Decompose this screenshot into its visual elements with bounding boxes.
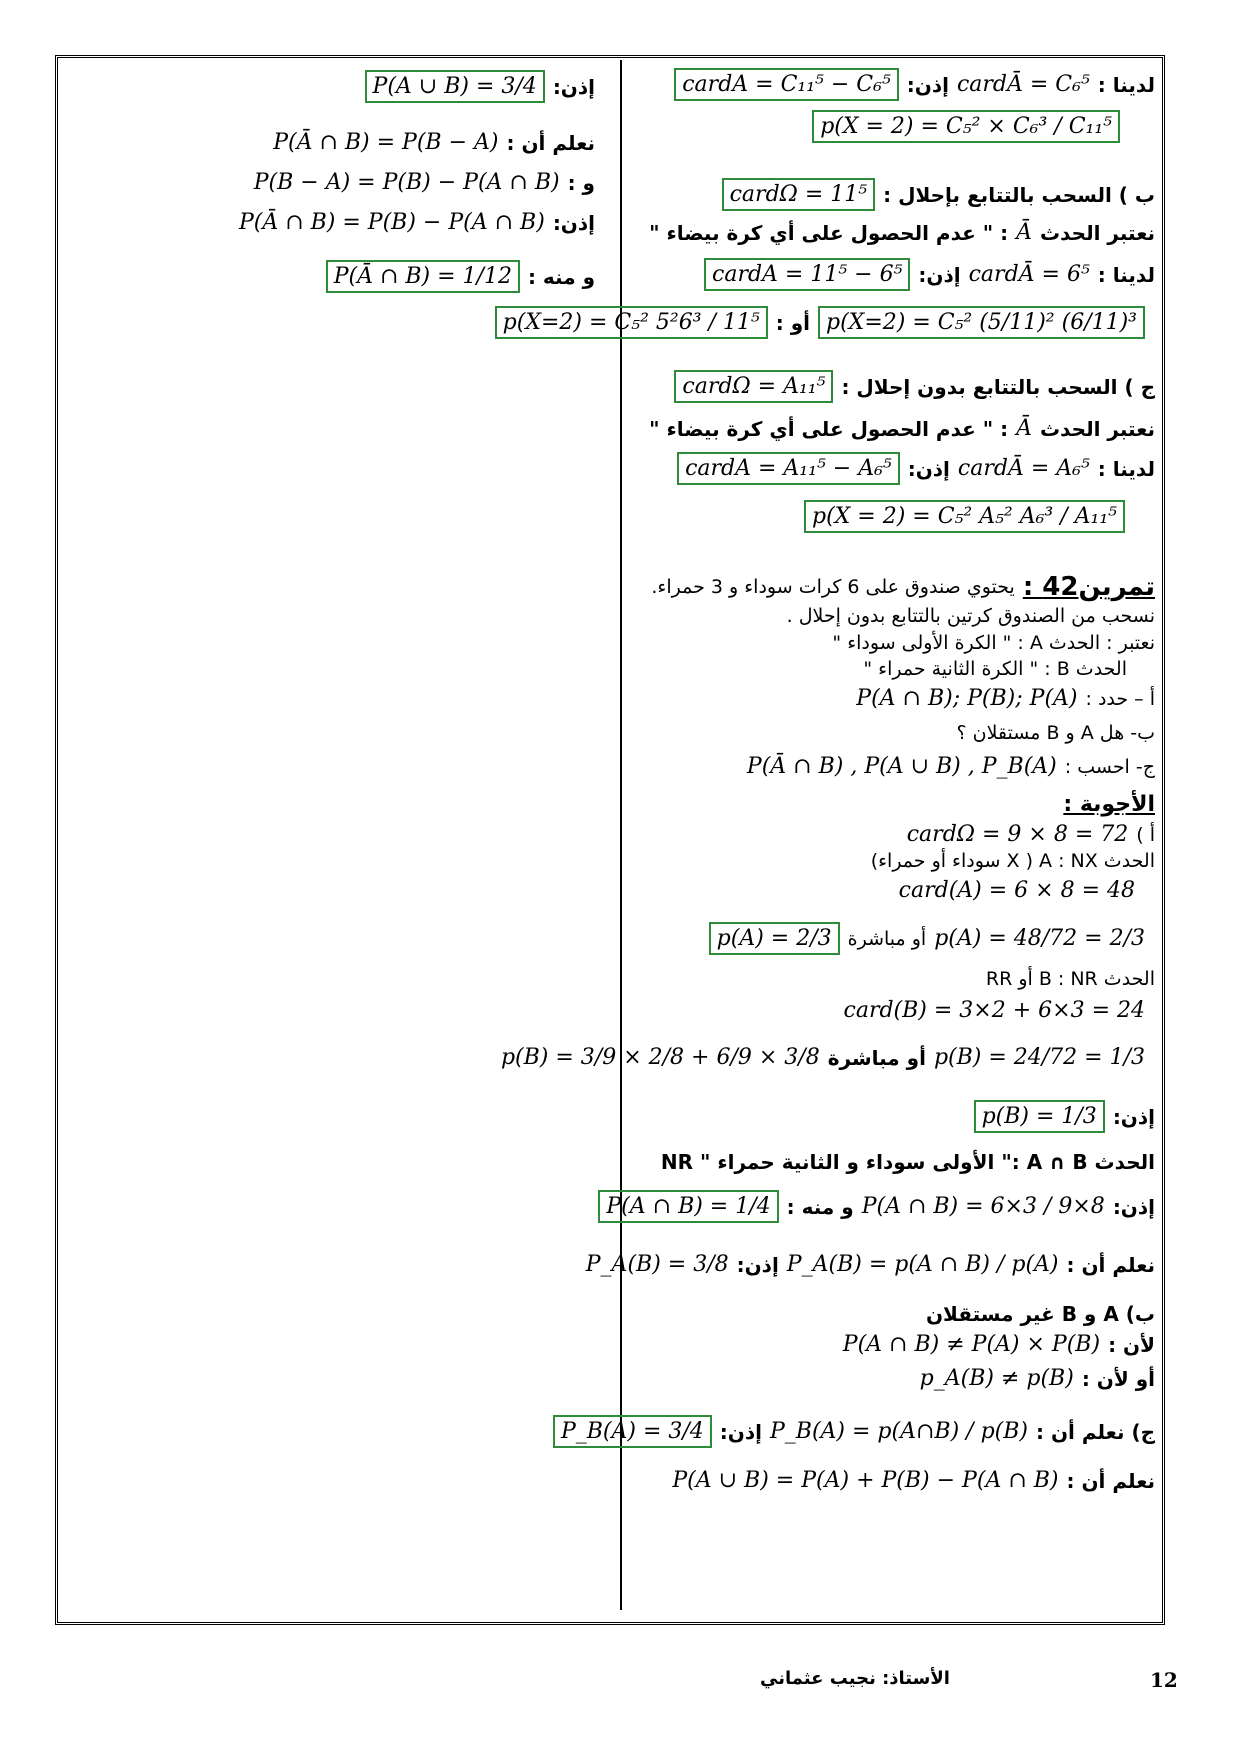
right-line-8 (649, 416, 1155, 441)
left-line-2 (273, 130, 595, 155)
math-boxed: cardA = 11⁵ − 6⁵ (704, 258, 910, 291)
label: ج ) السحب بالتتابع بدون إحلال : (841, 374, 1155, 399)
answer-line-11 (586, 1252, 1155, 1277)
label: و منه : (527, 264, 595, 289)
label: أو لأن : (1081, 1366, 1155, 1391)
label: إذن: (552, 74, 595, 99)
answers-title-line (1063, 792, 1155, 817)
right-column (500, 60, 1155, 1610)
left-line-1 (365, 70, 595, 103)
math-boxed: p(A) = 2/3 (709, 922, 840, 955)
label: و منه : (786, 1194, 854, 1219)
math-boxed: cardA = C₁₁⁵ − C₆⁵ (674, 68, 899, 101)
left-line-4 (239, 210, 595, 235)
label: ب) A و B غير مستقلان (925, 1302, 1155, 1326)
math-boxed: p(X = 2) = C₅² × C₆³ / C₁₁⁵ (812, 110, 1120, 143)
label: نعلم أن : (506, 130, 595, 155)
math-boxed: p(X = 2) = C₅² A₅² A₆³ / A₁₁⁵ (804, 500, 1125, 533)
event-a: نعتبر : الحدث A : " الكرة الأولى سوداء " (832, 632, 1155, 654)
exercise-line-6 (957, 722, 1155, 744)
math: card(B) = 3×2 + 6×3 = 24 (843, 998, 1145, 1023)
math: p(A) = 48/72 = 2/3 (934, 926, 1145, 951)
right-line-2 (812, 110, 1120, 143)
right-line-4 (649, 220, 1155, 245)
math: p(B) = 24/72 = 1/3 (933, 1045, 1145, 1070)
label: لأن : (1108, 1332, 1155, 1357)
exercise-title: تمرين42 : (1022, 572, 1155, 602)
label: إذن: (552, 210, 595, 235)
right-line-3 (722, 178, 1155, 211)
answer-line-8 (974, 1100, 1155, 1133)
label: ج) نعلم أن : (1035, 1419, 1155, 1444)
left-line-3 (254, 170, 595, 195)
label: الحدث A : NX ( X سوداء أو حمراء) (870, 850, 1155, 872)
left-column (65, 60, 615, 460)
answer-line-4 (709, 922, 1145, 955)
math-boxed: P_B(A) = 3/4 (553, 1415, 712, 1448)
label: إذن: (719, 1419, 762, 1444)
question-c-math: P(Ā ∩ B) , P(A ∪ B) , P_B(A) (746, 754, 1057, 779)
math-boxed: p(B) = 1/3 (974, 1100, 1105, 1133)
math: Ā (1016, 416, 1033, 441)
label: ب ) السحب بالتتابع بإحلال : (883, 182, 1155, 207)
math: P(Ā ∩ B) = P(B − A) (273, 130, 499, 155)
label: إذن: (1112, 1194, 1155, 1219)
exercise-line-2 (787, 605, 1155, 627)
label: و : (567, 170, 595, 195)
math-boxed: cardA = A₁₁⁵ − A₆⁵ (677, 452, 900, 485)
answer-line-16 (672, 1468, 1155, 1493)
math: P(A ∩ B) ≠ P(A) × P(B) (842, 1332, 1101, 1357)
math-boxed: p(X=2) = C₅² (5/11)² (6/11)³ (818, 306, 1145, 339)
math: P(A ∪ B) = P(A) + P(B) − P(A ∩ B) (672, 1468, 1059, 1493)
math: cardĀ = 6⁵ (968, 262, 1090, 287)
math: P_A(B) = p(A ∩ B) / p(A) (786, 1252, 1059, 1277)
answer-line-13 (843, 1332, 1155, 1357)
answer-line-5 (986, 968, 1155, 990)
label: أو : (775, 310, 810, 335)
label: لدينا : (1097, 262, 1155, 287)
label: إذن: (918, 262, 961, 287)
label: : " عدم الحصول على أي كرة بيضاء " (649, 220, 1009, 245)
label: : " عدم الحصول على أي كرة بيضاء " (649, 416, 1009, 441)
answer-line-14 (920, 1366, 1155, 1391)
right-line-10 (804, 500, 1125, 533)
question-c-label: ج- احسب : (1064, 755, 1155, 778)
label: الحدث B : NR أو RR (985, 968, 1155, 990)
label: نعلم أن : (1066, 1252, 1155, 1277)
label: لدينا : (1097, 72, 1155, 97)
exercise-line-7 (747, 754, 1155, 779)
label: أو مباشرة (827, 1045, 926, 1070)
answer-line-9 (661, 1150, 1155, 1174)
event-b: الحدث B : " الكرة الثانية حمراء " (863, 658, 1127, 680)
right-line-6 (495, 306, 1145, 339)
question-a-label: أ – حدد : (1085, 687, 1155, 710)
label: لدينا : (1097, 456, 1155, 481)
exercise-statement-2: نسحب من الصندوق كرتين بالتتابع بدون إحلال . (786, 605, 1155, 627)
math-boxed: P(Ā ∩ B) = 1/12 (326, 260, 520, 293)
math: cardĀ = C₆⁵ (956, 72, 1090, 97)
answer-line-3 (899, 878, 1135, 903)
question-b: ب- هل A و B مستقلان ؟ (956, 722, 1155, 744)
left-line-5 (326, 260, 595, 293)
label: أو مباشرة (847, 927, 927, 950)
right-line-5 (704, 258, 1155, 291)
math: p(B) = 3/9 × 2/8 + 6/9 × 3/8 (500, 1045, 820, 1070)
label: نعتبر الحدث (1040, 416, 1155, 441)
math: cardΩ = 9 × 8 = 72 (906, 822, 1129, 847)
answer-line-1 (907, 822, 1155, 847)
label: أ ) (1136, 823, 1155, 846)
math: P(A ∩ B) = 6×3 / 9×8 (861, 1194, 1105, 1219)
answer-line-15 (553, 1415, 1155, 1448)
math: card(A) = 6 × 8 = 48 (898, 878, 1135, 903)
math-boxed: cardΩ = 11⁵ (722, 178, 876, 211)
exercise-line-4 (863, 658, 1127, 680)
label: إذن: (736, 1252, 779, 1277)
footer-author: الأستاذ: نجيب عثماني (760, 1668, 950, 1689)
math: P_A(B) = 3/8 (585, 1252, 729, 1277)
answers-title: الأجوبة : (1063, 792, 1155, 817)
right-line-7 (674, 370, 1155, 403)
math: cardĀ = A₆⁵ (957, 456, 1090, 481)
label: إذن: (1112, 1104, 1155, 1129)
label: الحدث A ∩ B :" الأولى سوداء و الثانية حمراء " NR (660, 1150, 1155, 1174)
label: إذن: (906, 72, 949, 97)
math: P_B(A) = p(A∩B) / p(B) (769, 1419, 1028, 1444)
right-line-1 (674, 68, 1155, 101)
exercise-line-3 (832, 632, 1155, 654)
math: P(Ā ∩ B) = P(B) − P(A ∩ B) (238, 210, 545, 235)
math-boxed: P(A ∪ B) = 3/4 (365, 70, 545, 103)
answer-line-6 (844, 998, 1145, 1023)
math: Ā (1016, 220, 1033, 245)
math-boxed: p(X=2) = C₅² 5²6³ / 11⁵ (495, 306, 768, 339)
math-boxed: cardΩ = A₁₁⁵ (674, 370, 833, 403)
column-divider (620, 60, 622, 1610)
answer-line-7 (501, 1045, 1145, 1070)
exercise-statement-1: يحتوي صندوق على 6 كرات سوداء و 3 حمراء. (651, 576, 1015, 598)
label: نعتبر الحدث (1040, 220, 1155, 245)
math: P(B − A) = P(B) − P(A ∩ B) (253, 170, 560, 195)
exercise-title-line (651, 572, 1155, 602)
answer-line-2 (871, 850, 1155, 872)
answer-line-12 (926, 1302, 1155, 1326)
answer-line-10 (598, 1190, 1155, 1223)
label: نعلم أن : (1066, 1468, 1155, 1493)
right-line-9 (677, 452, 1155, 485)
math: p_A(B) ≠ p(B) (919, 1366, 1074, 1391)
math-boxed: P(A ∩ B) = 1/4 (598, 1190, 778, 1223)
page-number: 12 (1150, 1668, 1178, 1692)
exercise-line-5 (856, 686, 1155, 711)
question-a-math: P(A ∩ B); P(B); P(A) (856, 686, 1078, 711)
label: إذن: (907, 456, 950, 481)
